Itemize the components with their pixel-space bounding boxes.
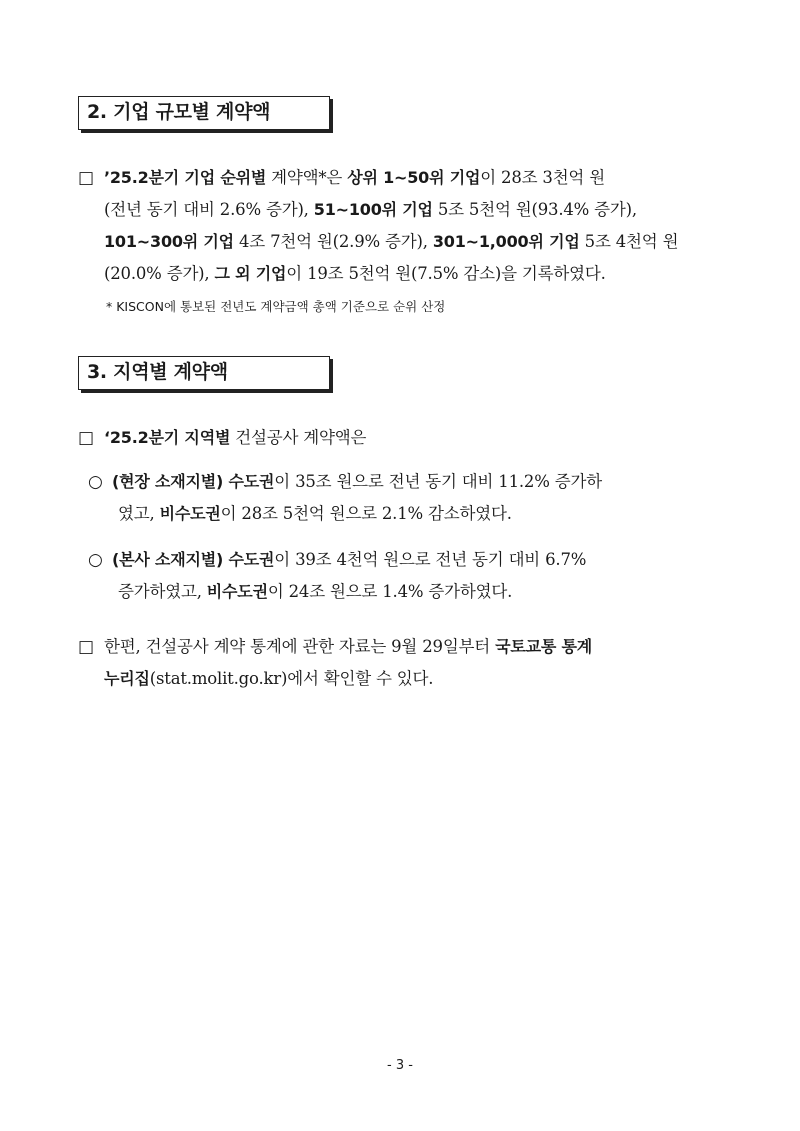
square-bullet-icon: □ [78,428,95,448]
bold-text: 비수도권 [206,582,268,601]
text: 이 24조 원으로 1.4% 증가하였다. [267,582,513,601]
text: 5조 4천억 원 [579,232,679,251]
text: 건설공사 계약액은 [230,428,367,447]
paragraph-line [112,576,732,608]
text: 이 39조 4천억 원으로 전년 동기 대비 6.7% [274,550,587,569]
text: 이 19조 5천억 원(7.5% 감소)을 기록하였다. [286,264,606,283]
bold-text: (현장 소재지별) 수도권 [112,472,275,491]
footnote: * KISCON에 통보된 전년도 계약금액 총액 기준으로 순위 산정 [106,299,446,314]
bold-text: 국토교통 통계 [495,637,592,656]
bold-text: 301~1,000위 기업 [432,232,580,251]
bold-text: 상위 1~50위 기업 [347,168,481,187]
bold-text: (본사 소재지별) 수도권 [112,550,275,569]
bold-text: 비수도권 [159,504,221,523]
paragraph-line [112,466,732,498]
paragraph-line [104,631,744,663]
paragraph-line [104,258,744,290]
text: (20.0% 증가), [104,264,215,283]
bold-text: 그 외 기업 [214,264,287,283]
paragraph-line [112,498,732,530]
bold-text: ‘25.2분기 지역별 [104,428,231,447]
bold-text: 누리집 [104,669,150,688]
sub-item-site-location [112,466,732,530]
bold-text: 101~300위 기업 [104,232,234,251]
section-2-paragraph [104,162,744,290]
text: 계약액*은 [266,168,348,187]
bold-text: 51~100위 기업 [313,200,433,219]
paragraph-line [104,162,744,194]
text: 이 28조 3천억 원 [480,168,605,187]
paragraph-line [104,663,744,695]
bold-text: ’25.2분기 기업 순위별 [104,168,267,187]
square-bullet-icon: □ [78,168,95,188]
text: 이 35조 원으로 전년 동기 대비 11.2% 증가하 [274,472,602,491]
paragraph-line [104,194,744,226]
circle-bullet-icon: ○ [88,472,103,492]
page-number: - 3 - [387,1058,413,1073]
text: (stat.molit.go.kr)에서 확인할 수 있다. [149,669,434,688]
paragraph-line [104,422,744,454]
section-3-heading: 3. 지역별 계약액 [78,356,330,390]
text: 이 28조 5천억 원으로 2.1% 감소하였다. [220,504,512,523]
text: 였고, [118,504,160,523]
text: 증가하였고, [118,582,207,601]
paragraph-line [104,226,744,258]
text: 4조 7천억 원(2.9% 증가), [233,232,433,251]
sub-item-hq-location [112,544,732,608]
section-2-heading: 2. 기업 규모별 계약액 [78,96,330,130]
square-bullet-icon: □ [78,637,95,657]
text: 5조 5천억 원(93.4% 증가), [432,200,637,219]
closing-paragraph [104,631,744,695]
circle-bullet-icon: ○ [88,550,103,570]
section-3-intro [104,422,744,454]
text: (전년 동기 대비 2.6% 증가), [104,200,314,219]
paragraph-line [112,544,732,576]
text: 한편, 건설공사 계약 통계에 관한 자료는 9월 29일부터 [104,637,496,656]
